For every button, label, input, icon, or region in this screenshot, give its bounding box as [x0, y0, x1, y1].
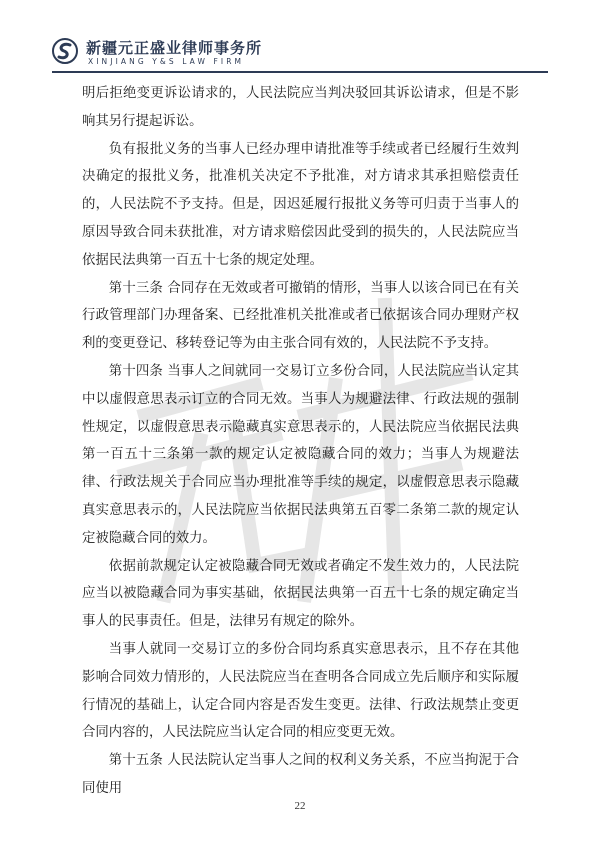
paragraph: 当事人就同一交易订立的多份合同均系真实意思表示，且不存在其他影响合同效力情形的，人民法院应当在查明各合同成立先后顺序和实际履行情况的基础上，认定合同内容是否发生变更。法律、行政法规禁止变更合同内容的，人民法院应当认定合同的相应变更无效。 — [82, 641, 519, 741]
page-header — [0, 0, 600, 72]
header-divider — [52, 71, 548, 73]
firm-logo-icon — [52, 38, 78, 64]
firm-name-cn: 新疆元正盛业律师事务所 — [86, 39, 263, 57]
paragraph: 负有报批义务的当事人已经办理申请批准等手续或者已经履行生效判决确定的报批义务，批准机关决定不予批准，对方请求其承担赔偿责任的，人民法院不予支持。但是，因迟延履行报批义务等可归责于当事人的原因导致合同未获批准，对方请求赔偿因此受到的损失的，人民法院应当依据民法典第一百五十七条的规定处理。 — [82, 141, 519, 268]
article-13: 第十三条 合同存在无效或者可撤销的情形，当事人以该合同已在有关行政管理部门办理备案、已经批准机关批准或者已依据该合同办理财产权利的变更登记、移转登记等为由主张合同有效的，人民法院不予支持。 — [82, 280, 519, 352]
paragraph: 依据前款规定认定被隐藏合同无效或者确定不发生效力的，人民法院应当以被隐藏合同为事实基础，依据民法典第一百五十七条的规定确定当事人的民事责任。但是，法律另有规定的除外。 — [82, 558, 519, 630]
article-14: 第十四条 当事人之间就同一交易订立多份合同，人民法院应当认定其中以虚假意思表示订立的合同无效。当事人为规避法律、行政法规的强制性规定，以虚假意思表示隐藏真实意思表示的，人民法院应当依据民法典第一百五十三条第一款的规定认定被隐藏合同的效力；当事人为规避法律、行政法规关于合同应当办理批准等手续的规定，以虚假意思表示隐藏真实意思表示的，人民法院应当依据民法典第五百零二条第二款的规定认定被隐藏合同的效力。 — [82, 363, 519, 546]
article-15: 第十五条 人民法院认定当事人之间的权利义务关系，不应当拘泥于合同使用 — [82, 753, 519, 796]
document-body — [82, 80, 519, 803]
page-number: 22 — [294, 800, 306, 812]
paragraph-continuation: 明后拒绝变更诉讼请求的，人民法院应当判决驳回其诉讼请求，但是不影响其另行提起诉讼。 — [82, 86, 519, 129]
firm-name-en: XINJIANG Y&S LAW FIRM — [88, 57, 245, 66]
